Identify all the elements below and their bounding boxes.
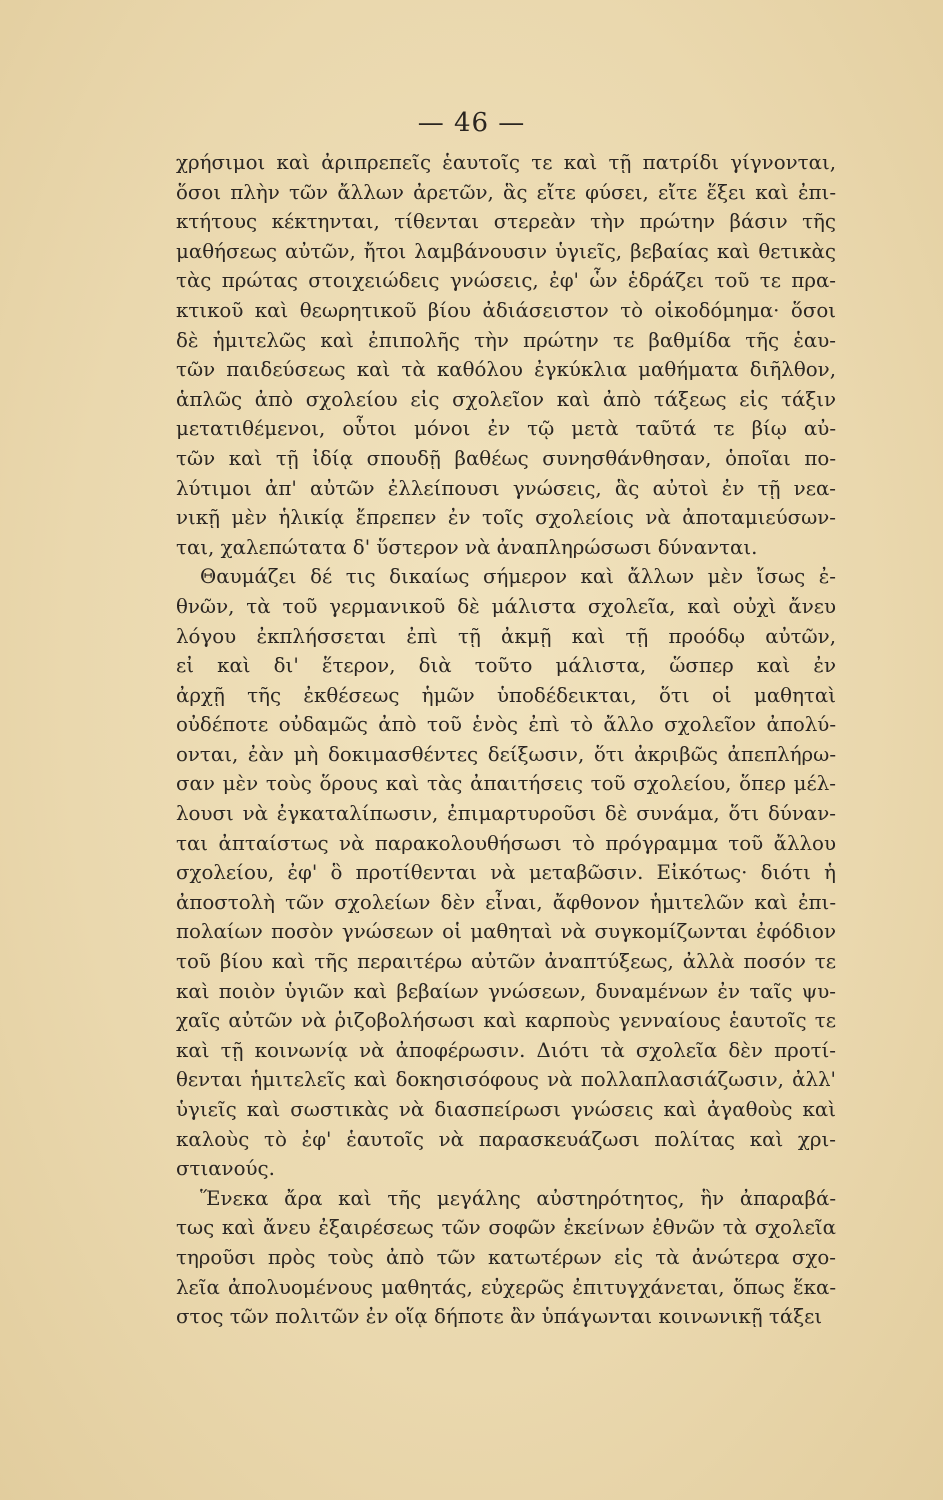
text-line: χρήσιμοι καὶ ἀριπρεπεῖς ἑαυτοῖς τε καὶ τῇ πατρίδι γίγνονται, [176,151,836,174]
text-line: τὰς πρώτας στοιχειώδεις γνώσεις, ἐφ' ὧν ἑδράζει τοῦ τε πρα- [176,269,836,293]
text-line: καλοὺς τὸ ἐφ' ἑαυτοῖς νὰ παρασκευάζωσι πολίτας καὶ χρι- [176,1127,836,1151]
text-line: Ἕνεκα ἄρα καὶ τῆς μεγάλης αὐστηρότητος, ἣν ἀπαραβά- [200,1186,836,1210]
text-line: μαθήσεως αὐτῶν, ἤτοι λαμβάνουσιν ὑγιεῖς, βεβαίας καὶ θετικὰς [176,239,836,263]
text-line: πολαίων ποσὸν γνώσεων οἱ μαθηταὶ νὰ συγκομίζωνται ἐφόδιον [176,920,836,944]
body-text [176,148,836,1332]
text-line: λύτιμοι ἀπ' αὐτῶν ἐλλείπουσι γνώσεις, ἃς αὐτοὶ ἐν τῇ νεα- [176,476,836,500]
text-line: ται ἀπταίστως νὰ παρακολουθήσωσι τὸ πρόγραμμα τοῦ ἄλλου [176,831,836,855]
text-line: ὅσοι πλὴν τῶν ἄλλων ἀρετῶν, ἃς εἴτε φύσει, εἴτε ἕξει καὶ ἐπι- [176,180,836,204]
text-line: καὶ τῇ κοινωνίᾳ νὰ ἀποφέρωσιν. Διότι τὰ σχολεῖα δὲν προτί- [176,1038,836,1062]
text-line: τῶν καὶ τῇ ἰδίᾳ σπουδῇ βαθέως συνησθάνθησαν, ὁποῖαι πο- [176,446,836,470]
text-line: μετατιθέμενοι, οὗτοι μόνοι ἐν τῷ μετὰ ταῦτά τε βίῳ αὐ- [176,417,836,441]
text-line: στος τῶν πολιτῶν ἐν οἵᾳ δήποτε ἂν ὑπάγωνται κοινωνικῇ τάξει [176,1305,823,1329]
text-line: ται, χαλεπώτατα δ' ὕστερον νὰ ἀναπληρώσωσι δύνανται. [176,535,758,559]
text-line: θνῶν, τὰ τοῦ γερμανικοῦ δὲ μάλιστα σχολεῖα, καὶ οὐχὶ ἄνευ [176,594,836,618]
text-line: νικῇ μὲν ἡλικίᾳ ἔπρεπεν ἐν τοῖς σχολείοις νὰ ἀποταμιεύσων- [176,506,836,530]
text-line: τῶν παιδεύσεως καὶ τὰ καθόλου ἐγκύκλια μαθήματα διῆλθον, [176,358,836,382]
page-number: — 46 — [417,108,526,138]
text-line: θενται ἡμιτελεῖς καὶ δοκησισόφους νὰ πολλαπλασιάζωσιν, ἀλλ' [176,1068,836,1092]
text-line: οὐδέποτε οὐδαμῶς ἀπὸ τοῦ ἑνὸς ἐπὶ τὸ ἄλλο σχολεῖον ἀπολύ- [176,713,836,737]
paragraph-2 [176,562,836,1183]
text-line: χαῖς αὐτῶν νὰ ῥιζοβολήσωσι καὶ καρποὺς γενναίους ἑαυτοῖς τε [176,1009,836,1033]
text-line: τηροῦσι πρὸς τοὺς ἀπὸ τῶν κατωτέρων εἰς τὰ ἀνώτερα σχο- [176,1245,836,1269]
text-line: τοῦ βίου καὶ τῆς περαιτέρω αὐτῶν ἀναπτύξεως, ἀλλὰ ποσόν τε [176,950,836,974]
text-line: καὶ ποιὸν ὑγιῶν καὶ βεβαίων γνώσεων, δυναμένων ἐν ταῖς ψυ- [176,979,836,1003]
text-line: σχολείου, ἐφ' ὃ προτίθενται νὰ μεταβῶσιν. Εἰκότως· διότι ἡ [176,861,836,885]
text-line: εἰ καὶ δι' ἕτερον, διὰ τοῦτο μάλιστα, ὥσπερ καὶ ἐν [176,654,836,678]
text-line: τως καὶ ἄνευ ἐξαιρέσεως τῶν σοφῶν ἐκείνων ἐθνῶν τὰ σχολεῖα [176,1216,836,1240]
paragraph-3 [176,1184,836,1332]
text-line: ἀποστολὴ τῶν σχολείων δὲν εἶναι, ἄφθονον ἡμιτελῶν καὶ ἐπι- [176,890,836,914]
text-line: Θαυμάζει δέ τις δικαίως σήμερον καὶ ἄλλων μὲν ἴσως ἐ- [200,565,836,589]
text-line: κτήτους κέκτηνται, τίθενται στερεὰν τὴν πρώτην βάσιν τῆς [176,210,836,234]
text-line: λουσι νὰ ἐγκαταλίπωσιν, ἐπιμαρτυροῦσι δὲ συνάμα, ὅτι δύναν- [176,802,836,826]
text-line: κτικοῦ καὶ θεωρητικοῦ βίου ἀδιάσειστον τὸ οἰκοδόμημα· ὅσοι [176,298,836,322]
text-line: δὲ ἡμιτελῶς καὶ ἐπιπολῆς τὴν πρώτην τε βαθμίδα τῆς ἑαυ- [176,328,836,352]
text-line: στιανούς. [176,1157,275,1181]
text-line: λόγου ἐκπλήσσεται ἐπὶ τῇ ἀκμῇ καὶ τῇ προόδῳ αὐτῶν, [176,624,836,648]
text-line: ὑγιεῖς καὶ σωστικὰς νὰ διασπείρωσι γνώσεις καὶ ἀγαθοὺς καὶ [176,1098,836,1121]
text-line: ἁπλῶς ἀπὸ σχολείου εἰς σχολεῖον καὶ ἀπὸ τάξεως εἰς τάξιν [176,387,836,411]
text-line: ονται, ἐὰν μὴ δοκιμασθέντες δείξωσιν, ὅτι ἀκριβῶς ἀπεπλήρω- [176,742,836,766]
text-line: λεῖα ἀπολυομένους μαθητάς, εὐχερῶς ἐπιτυγχάνεται, ὅπως ἕκα- [176,1275,836,1299]
paragraph-1 [176,148,836,562]
text-line: σαν μὲν τοὺς ὅρους καὶ τὰς ἀπαιτήσεις τοῦ σχολείου, ὅπερ μέλ- [176,772,836,796]
text-line: ἀρχῇ τῆς ἐκθέσεως ἡμῶν ὑποδέδεικται, ὅτι οἱ μαθηταὶ [176,683,836,707]
